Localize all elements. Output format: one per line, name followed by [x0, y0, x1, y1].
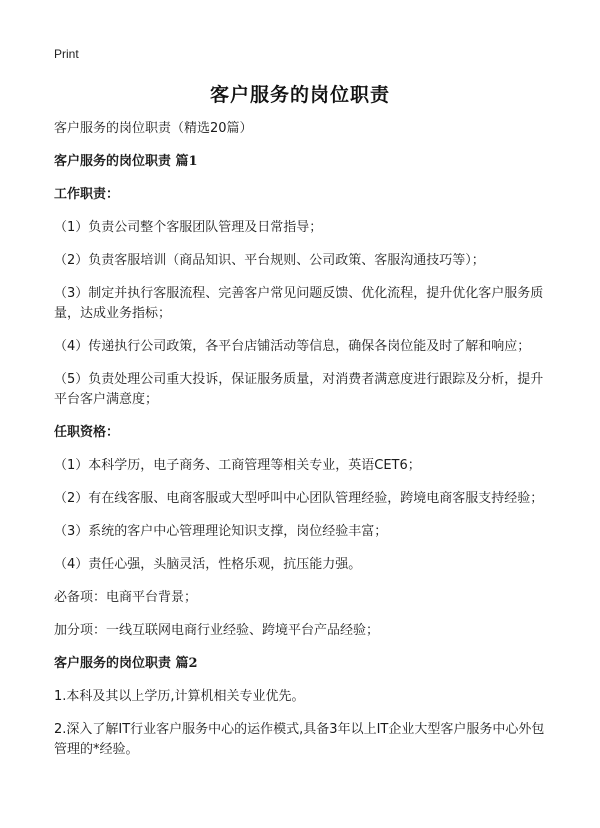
list-item: 2.深入了解IT行业客户服务中心的运作模式,具备3年以上IT企业大型客户服务中心外包管理的*经验。 — [54, 722, 545, 757]
document-subtitle: 客户服务的岗位职责（精选20篇） — [54, 121, 253, 136]
duty-item: （5）负责处理公司重大投诉，保证服务质量，对消费者满意度进行跟踪及分析，提升平台客户满意度； — [54, 372, 544, 407]
requirement-item: （1）本科学历，电子商务、工商管理等相关专业，英语CET6； — [54, 458, 421, 473]
requirement-item: （3）系统的客户中心管理理论知识支撑，岗位经验丰富； — [54, 524, 388, 539]
duty-item: （4）传递执行公司政策，各平台店铺活动等信息，确保各岗位能及时了解和响应； — [54, 339, 531, 354]
requirements-heading: 任职资格： — [54, 425, 120, 440]
requirement-item: （2）有在线客服、电商客服或大型呼叫中心团队管理经验，跨境电商客服支持经验； — [54, 491, 544, 506]
section-heading: 客户服务的岗位职责 篇2 — [54, 656, 198, 671]
section-heading: 客户服务的岗位职责 篇1 — [54, 154, 198, 169]
requirement-item: （4）责任心强，头脑灵活，性格乐观，抗压能力强。 — [54, 557, 362, 572]
duty-item: （1）负责公司整个客服团队管理及日常指导； — [54, 220, 323, 235]
list-item: 1.本科及其以上学历,计算机相关专业优先。 — [54, 689, 305, 704]
duties-heading: 工作职责： — [54, 187, 120, 202]
duty-item: （2）负责客服培训（商品知识、平台规则、公司政策、客服沟通技巧等）； — [54, 253, 485, 268]
document-body — [54, 119, 554, 773]
print-link[interactable]: Print — [54, 47, 79, 61]
duty-item: （3）制定并执行客服流程、完善客户常见问题反馈、优化流程，提升优化客户服务质量，达成业务指标； — [54, 286, 544, 321]
must-have-line: 必备项：电商平台背景； — [54, 590, 198, 605]
plus-line: 加分项：一线互联网电商行业经验、跨境平台产品经验； — [54, 623, 380, 638]
page-title: 客户服务的岗位职责 — [209, 84, 390, 106]
